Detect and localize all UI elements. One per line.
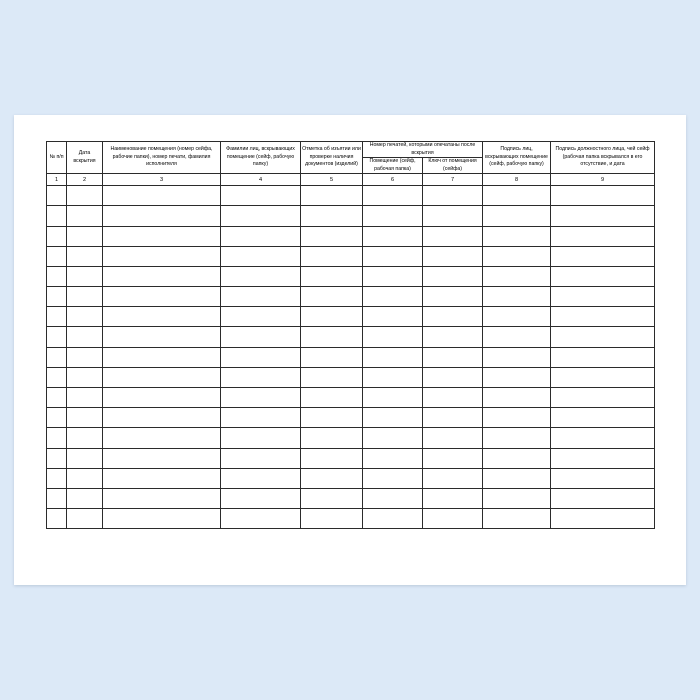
header-col-6: Помещение (сейф, рабочая папка) xyxy=(363,158,423,174)
header-col-3: Наименование помещения (номер сейфа, рабочие папки), номер печати, фамилия исполнителя xyxy=(103,142,221,174)
table-cell[interactable] xyxy=(67,307,103,327)
table-cell[interactable] xyxy=(47,448,67,468)
table-cell[interactable] xyxy=(221,287,301,307)
table-row[interactable] xyxy=(47,347,655,367)
table-cell[interactable] xyxy=(67,388,103,408)
table-cell[interactable] xyxy=(103,367,221,387)
table-cell[interactable] xyxy=(47,246,67,266)
table-cell[interactable] xyxy=(103,226,221,246)
table-cell[interactable] xyxy=(483,428,551,448)
table-cell[interactable] xyxy=(483,468,551,488)
table-cell[interactable] xyxy=(483,408,551,428)
table-cell[interactable] xyxy=(67,428,103,448)
table-cell[interactable] xyxy=(301,226,363,246)
table-cell[interactable] xyxy=(423,307,483,327)
column-number-1: 1 xyxy=(47,174,67,186)
table-cell[interactable] xyxy=(221,226,301,246)
table-cell[interactable] xyxy=(363,509,423,529)
table-cell[interactable] xyxy=(103,287,221,307)
table-cell[interactable] xyxy=(67,367,103,387)
table-cell[interactable] xyxy=(483,307,551,327)
table-cell[interactable] xyxy=(67,468,103,488)
table-cell[interactable] xyxy=(301,307,363,327)
table-cell[interactable] xyxy=(47,367,67,387)
table-cell[interactable] xyxy=(363,327,423,347)
table-cell[interactable] xyxy=(221,307,301,327)
table-cell[interactable] xyxy=(423,266,483,286)
table-cell[interactable] xyxy=(551,468,655,488)
table-cell[interactable] xyxy=(103,408,221,428)
table-cell[interactable] xyxy=(47,408,67,428)
table-cell[interactable] xyxy=(423,226,483,246)
table-cell[interactable] xyxy=(483,347,551,367)
table-cell[interactable] xyxy=(363,428,423,448)
table-row[interactable] xyxy=(47,186,655,206)
table-cell[interactable] xyxy=(103,509,221,529)
table-cell[interactable] xyxy=(551,246,655,266)
table-cell[interactable] xyxy=(363,448,423,468)
table-cell[interactable] xyxy=(67,206,103,226)
table-cell[interactable] xyxy=(363,266,423,286)
column-number-6: 6 xyxy=(363,174,423,186)
table-cell[interactable] xyxy=(551,428,655,448)
table-cell[interactable] xyxy=(67,327,103,347)
table-cell[interactable] xyxy=(551,388,655,408)
column-number-4: 4 xyxy=(221,174,301,186)
header-row-main xyxy=(47,142,655,158)
column-number-8: 8 xyxy=(483,174,551,186)
table-cell[interactable] xyxy=(363,367,423,387)
table-cell[interactable] xyxy=(301,327,363,347)
journal-table-area xyxy=(46,141,654,559)
table-cell[interactable] xyxy=(551,509,655,529)
table-cell[interactable] xyxy=(301,347,363,367)
table-row[interactable] xyxy=(47,509,655,529)
table-cell[interactable] xyxy=(103,206,221,226)
header-col-2: Дата вскрытия xyxy=(67,142,103,174)
table-cell[interactable] xyxy=(301,206,363,226)
table-cell[interactable] xyxy=(221,347,301,367)
table-cell[interactable] xyxy=(221,408,301,428)
table-cell[interactable] xyxy=(483,488,551,508)
table-cell[interactable] xyxy=(363,388,423,408)
table-row[interactable] xyxy=(47,367,655,387)
table-cell[interactable] xyxy=(47,428,67,448)
table-cell[interactable] xyxy=(221,428,301,448)
table-cell[interactable] xyxy=(103,468,221,488)
header-col-7: Ключ от помещения (сейфа) xyxy=(423,158,483,174)
table-cell[interactable] xyxy=(103,266,221,286)
table-cell[interactable] xyxy=(551,327,655,347)
table-row[interactable] xyxy=(47,468,655,488)
table-cell[interactable] xyxy=(483,226,551,246)
table-cell[interactable] xyxy=(47,226,67,246)
table-cell[interactable] xyxy=(363,468,423,488)
table-cell[interactable] xyxy=(483,206,551,226)
column-number-5: 5 xyxy=(301,174,363,186)
table-cell[interactable] xyxy=(301,408,363,428)
column-number-9: 9 xyxy=(551,174,655,186)
table-cell[interactable] xyxy=(47,307,67,327)
table-cell[interactable] xyxy=(301,448,363,468)
table-cell[interactable] xyxy=(221,448,301,468)
table-row[interactable] xyxy=(47,206,655,226)
table-cell[interactable] xyxy=(103,347,221,367)
table-cell[interactable] xyxy=(551,488,655,508)
table-row[interactable] xyxy=(47,428,655,448)
table-cell[interactable] xyxy=(47,287,67,307)
table-row[interactable] xyxy=(47,448,655,468)
table-cell[interactable] xyxy=(423,408,483,428)
table-cell[interactable] xyxy=(47,488,67,508)
table-cell[interactable] xyxy=(47,266,67,286)
table-cell[interactable] xyxy=(103,307,221,327)
table-cell[interactable] xyxy=(221,327,301,347)
table-body xyxy=(47,186,655,529)
paper-sheet xyxy=(14,115,686,585)
table-row[interactable] xyxy=(47,408,655,428)
table-cell[interactable] xyxy=(221,266,301,286)
table-cell[interactable] xyxy=(67,186,103,206)
table-cell[interactable] xyxy=(301,367,363,387)
header-col-8: Подпись лиц, вскрывающих помещение (сейф, рабочую папку) xyxy=(483,142,551,174)
table-cell[interactable] xyxy=(221,186,301,206)
table-cell[interactable] xyxy=(551,448,655,468)
header-group-seals: Номер печатей, которыми опечатаны после вскрытия xyxy=(363,142,483,158)
table-cell[interactable] xyxy=(483,448,551,468)
column-number-3: 3 xyxy=(103,174,221,186)
table-cell[interactable] xyxy=(551,287,655,307)
table-cell[interactable] xyxy=(483,246,551,266)
table-cell[interactable] xyxy=(103,186,221,206)
table-cell[interactable] xyxy=(423,509,483,529)
table-row[interactable] xyxy=(47,246,655,266)
table-cell[interactable] xyxy=(363,246,423,266)
table-cell[interactable] xyxy=(363,186,423,206)
table-cell[interactable] xyxy=(301,388,363,408)
table-row[interactable] xyxy=(47,327,655,347)
table-cell[interactable] xyxy=(221,388,301,408)
table-cell[interactable] xyxy=(103,388,221,408)
table-cell[interactable] xyxy=(423,488,483,508)
column-number-7: 7 xyxy=(423,174,483,186)
table-cell[interactable] xyxy=(301,186,363,206)
table-cell[interactable] xyxy=(301,428,363,448)
table-cell[interactable] xyxy=(423,468,483,488)
table-cell[interactable] xyxy=(67,509,103,529)
table-cell[interactable] xyxy=(483,327,551,347)
table-cell[interactable] xyxy=(67,226,103,246)
table-cell[interactable] xyxy=(301,509,363,529)
header-col-5: Отметка об изъятии или проверке наличия документов (изделий) xyxy=(301,142,363,174)
table-cell[interactable] xyxy=(423,287,483,307)
table-cell[interactable] xyxy=(423,428,483,448)
table-cell[interactable] xyxy=(47,347,67,367)
table-cell[interactable] xyxy=(67,266,103,286)
table-cell[interactable] xyxy=(67,347,103,367)
table-cell[interactable] xyxy=(363,347,423,367)
table-cell[interactable] xyxy=(221,206,301,226)
table-cell[interactable] xyxy=(483,266,551,286)
table-cell[interactable] xyxy=(551,186,655,206)
table-cell[interactable] xyxy=(483,367,551,387)
table-cell[interactable] xyxy=(423,448,483,468)
table-cell[interactable] xyxy=(221,367,301,387)
table-cell[interactable] xyxy=(301,287,363,307)
table-cell[interactable] xyxy=(363,307,423,327)
table-cell[interactable] xyxy=(423,347,483,367)
header-col-9: Подпись должностного лица, чей сейф (рабочая папка вскрывался в его отсутствие, и дата xyxy=(551,142,655,174)
table-cell[interactable] xyxy=(363,206,423,226)
table-row[interactable] xyxy=(47,287,655,307)
table-row[interactable] xyxy=(47,488,655,508)
table-cell[interactable] xyxy=(301,246,363,266)
table-cell[interactable] xyxy=(103,448,221,468)
table-cell[interactable] xyxy=(103,428,221,448)
table-cell[interactable] xyxy=(483,509,551,529)
table-cell[interactable] xyxy=(221,488,301,508)
table-row[interactable] xyxy=(47,388,655,408)
table-cell[interactable] xyxy=(67,287,103,307)
table-cell[interactable] xyxy=(47,509,67,529)
table-cell[interactable] xyxy=(47,186,67,206)
table-row[interactable] xyxy=(47,266,655,286)
header-col-1: № п/п xyxy=(47,142,67,174)
table-cell[interactable] xyxy=(47,206,67,226)
table-cell[interactable] xyxy=(363,408,423,428)
table-cell[interactable] xyxy=(483,287,551,307)
table-cell[interactable] xyxy=(423,388,483,408)
table-cell[interactable] xyxy=(423,206,483,226)
table-cell[interactable] xyxy=(551,307,655,327)
table-cell[interactable] xyxy=(47,468,67,488)
table-cell[interactable] xyxy=(47,327,67,347)
table-cell[interactable] xyxy=(551,408,655,428)
table-cell[interactable] xyxy=(363,287,423,307)
table-cell[interactable] xyxy=(551,367,655,387)
table-cell[interactable] xyxy=(363,226,423,246)
table-cell[interactable] xyxy=(103,246,221,266)
journal-table xyxy=(46,141,655,529)
table-cell[interactable] xyxy=(67,246,103,266)
column-number-2: 2 xyxy=(67,174,103,186)
table-cell[interactable] xyxy=(551,206,655,226)
table-cell[interactable] xyxy=(483,186,551,206)
table-row[interactable] xyxy=(47,307,655,327)
table-header xyxy=(47,142,655,186)
table-cell[interactable] xyxy=(221,468,301,488)
table-cell[interactable] xyxy=(301,266,363,286)
table-cell[interactable] xyxy=(67,488,103,508)
table-cell[interactable] xyxy=(423,367,483,387)
table-cell[interactable] xyxy=(103,488,221,508)
table-cell[interactable] xyxy=(301,468,363,488)
table-cell[interactable] xyxy=(301,488,363,508)
table-cell[interactable] xyxy=(221,246,301,266)
table-cell[interactable] xyxy=(423,186,483,206)
table-cell[interactable] xyxy=(551,266,655,286)
table-cell[interactable] xyxy=(423,327,483,347)
table-cell[interactable] xyxy=(67,408,103,428)
table-cell[interactable] xyxy=(551,347,655,367)
table-cell[interactable] xyxy=(363,488,423,508)
table-cell[interactable] xyxy=(551,226,655,246)
header-row-numbers xyxy=(47,174,655,186)
table-cell[interactable] xyxy=(47,388,67,408)
table-cell[interactable] xyxy=(221,509,301,529)
header-col-4: Фамилии лиц, вскрывающих помещение (сейф, рабочую папку) xyxy=(221,142,301,174)
table-cell[interactable] xyxy=(67,448,103,468)
table-cell[interactable] xyxy=(423,246,483,266)
table-cell[interactable] xyxy=(103,327,221,347)
table-cell[interactable] xyxy=(483,388,551,408)
table-row[interactable] xyxy=(47,226,655,246)
